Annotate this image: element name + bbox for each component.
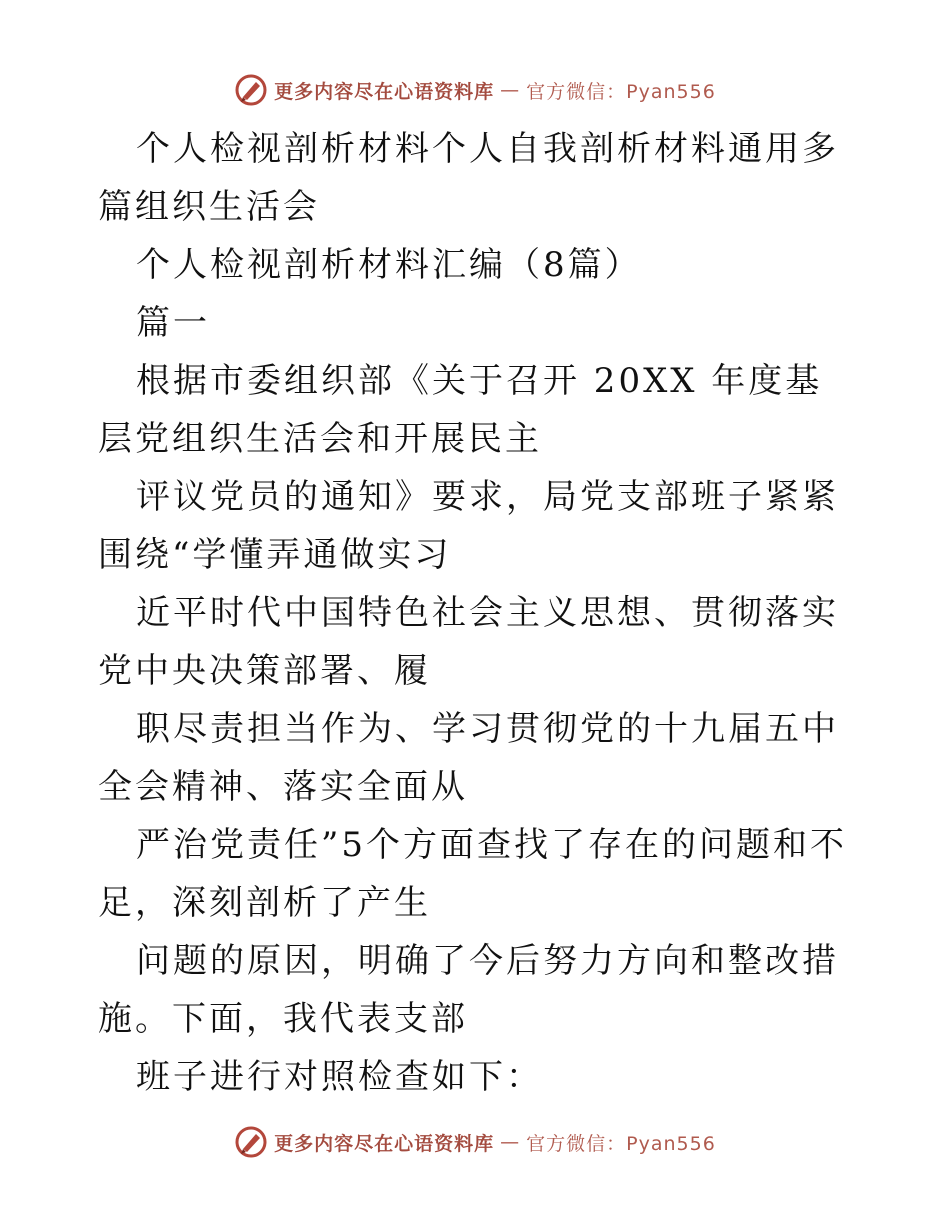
body-paragraph: 评议党员的通知》要求，局党支部班子紧紧围绕“学懂弄通做实习 (98, 477, 839, 575)
body-paragraph: 严治党责任”5个方面查找了存在的问题和不足，深刻剖析了产生 (98, 825, 848, 923)
body-paragraph: 近平时代中国特色社会主义思想、贯彻落实党中央决策部署、履 (98, 593, 839, 691)
pen-logo-icon (234, 1125, 268, 1159)
body-paragraph: 班子进行对照检查如下： (136, 1057, 543, 1097)
footer-watermark (0, 1122, 950, 1162)
pen-logo-icon (234, 73, 268, 107)
body-paragraph: 根据市委组织部《关于召开 20XX 年度基层党组织生活会和开展民主 (98, 361, 823, 459)
section-heading: 篇一 (136, 303, 210, 343)
document-subtitle: 个人检视剖析材料汇编（8篇） (136, 245, 642, 285)
watermark-contact: 官方微信：Pyan556 (526, 80, 716, 103)
header-watermark (0, 70, 950, 110)
watermark-text: 更多内容尽在心语资料库 (274, 1132, 495, 1155)
body-paragraph: 职尽责担当作为、学习贯彻党的十九届五中全会精神、落实全面从 (98, 709, 839, 807)
watermark-separator: — (500, 79, 521, 101)
document-body (98, 120, 858, 1106)
watermark-separator: — (500, 1131, 521, 1153)
document-title: 个人检视剖析材料个人自我剖析材料通用多篇组织生活会 (98, 129, 839, 227)
watermark-contact: 官方微信：Pyan556 (526, 1132, 716, 1155)
watermark-text: 更多内容尽在心语资料库 (274, 80, 495, 103)
body-paragraph: 问题的原因，明确了今后努力方向和整改措施。下面，我代表支部 (98, 941, 839, 1039)
